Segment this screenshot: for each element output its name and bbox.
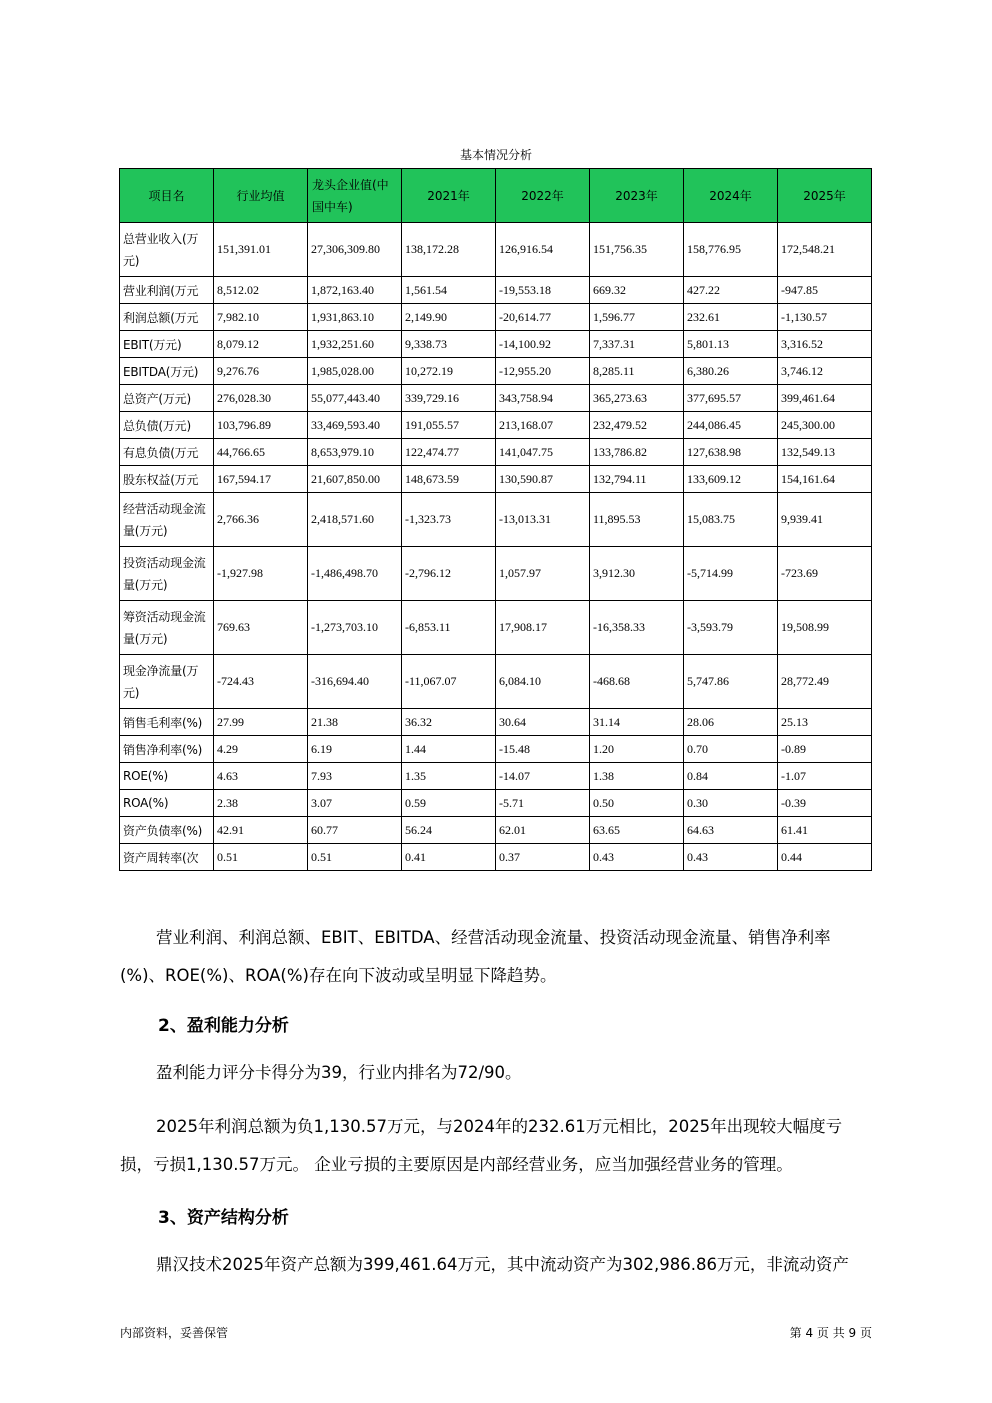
value-cell: 28,772.49 [778,655,872,709]
value-cell: 44,766.65 [214,439,308,466]
row-label-cell: ROA(%) [120,790,214,817]
value-cell: 427.22 [684,277,778,304]
value-cell: 0.43 [684,844,778,871]
table-row [120,439,872,466]
value-cell: -3,593.79 [684,601,778,655]
value-cell: -15.48 [496,736,590,763]
value-cell: -723.69 [778,547,872,601]
value-cell: 5,801.13 [684,331,778,358]
value-cell: 33,469,593.40 [308,412,402,439]
row-label-cell: 销售毛利率(%) [120,709,214,736]
value-cell: -0.39 [778,790,872,817]
value-cell: -1.07 [778,763,872,790]
value-cell: 56.24 [402,817,496,844]
value-cell: 3,746.12 [778,358,872,385]
value-cell: 8,653,979.10 [308,439,402,466]
value-cell: 132,794.11 [590,466,684,493]
value-cell: -947.85 [778,277,872,304]
section-2-score-paragraph: 盈利能力评分卡得分为39，行业内排名为72/90。 [156,1063,522,1082]
financial-summary-table [119,168,872,871]
row-label-cell: 营业利润(万元 [120,277,214,304]
table-row [120,844,872,871]
section-3-assets-paragraph: 鼎汉技术2025年资产总额为399,461.64万元，其中流动资产为302,986.86万元，非流动资产 [156,1255,849,1274]
value-cell: 141,047.75 [496,439,590,466]
value-cell: 3.07 [308,790,402,817]
value-cell: 130,590.87 [496,466,590,493]
value-cell: 6,084.10 [496,655,590,709]
value-cell: 28.06 [684,709,778,736]
value-cell: -6,853.11 [402,601,496,655]
value-cell: 61.41 [778,817,872,844]
value-cell: 1.20 [590,736,684,763]
header-cell: 2021年 [402,169,496,223]
value-cell: -724.43 [214,655,308,709]
value-cell: 0.43 [590,844,684,871]
value-cell: -5.71 [496,790,590,817]
value-cell: 167,594.17 [214,466,308,493]
header-cell: 2023年 [590,169,684,223]
value-cell: 1,931,863.10 [308,304,402,331]
value-cell: 17,908.17 [496,601,590,655]
value-cell: 276,028.30 [214,385,308,412]
header-cell: 2025年 [778,169,872,223]
table-header-row [120,169,872,223]
value-cell: 343,758.94 [496,385,590,412]
value-cell: 2.38 [214,790,308,817]
value-cell: -14.07 [496,763,590,790]
row-label-cell: 总负债(万元) [120,412,214,439]
value-cell: 127,638.98 [684,439,778,466]
row-label-cell: 资产周转率(次 [120,844,214,871]
value-cell: -20,614.77 [496,304,590,331]
table-row [120,358,872,385]
row-label-cell: 筹资活动现金流量(万元) [120,601,214,655]
table-row [120,412,872,439]
value-cell: -16,358.33 [590,601,684,655]
value-cell: 10,272.19 [402,358,496,385]
table-row [120,223,872,277]
value-cell: 213,168.07 [496,412,590,439]
value-cell: 31.14 [590,709,684,736]
row-label-cell: 利润总额(万元 [120,304,214,331]
value-cell: 30.64 [496,709,590,736]
value-cell: 0.50 [590,790,684,817]
value-cell: 9,276.76 [214,358,308,385]
value-cell: 172,548.21 [778,223,872,277]
value-cell: 7,337.31 [590,331,684,358]
value-cell: 2,766.36 [214,493,308,547]
value-cell: 0.59 [402,790,496,817]
value-cell: 769.63 [214,601,308,655]
value-cell: 103,796.89 [214,412,308,439]
value-cell: 232.61 [684,304,778,331]
header-cell: 龙头企业值(中国中车) [308,169,402,223]
value-cell: 0.41 [402,844,496,871]
value-cell: 365,273.63 [590,385,684,412]
row-label-cell: 股东权益(万元 [120,466,214,493]
value-cell: -1,273,703.10 [308,601,402,655]
value-cell: 339,729.16 [402,385,496,412]
value-cell: 138,172.28 [402,223,496,277]
value-cell: 11,895.53 [590,493,684,547]
value-cell: 8,079.12 [214,331,308,358]
value-cell: 21.38 [308,709,402,736]
value-cell: 2,149.90 [402,304,496,331]
value-cell: -1,486,498.70 [308,547,402,601]
value-cell: 7.93 [308,763,402,790]
value-cell: 8,512.02 [214,277,308,304]
value-cell: 0.30 [684,790,778,817]
table-caption: 基本情况分析 [459,148,532,162]
value-cell: 1.38 [590,763,684,790]
row-label-cell: ROE(%) [120,763,214,790]
value-cell: -1,927.98 [214,547,308,601]
value-cell: 2,418,571.60 [308,493,402,547]
value-cell: -2,796.12 [402,547,496,601]
value-cell: 669.32 [590,277,684,304]
value-cell: 244,086.45 [684,412,778,439]
value-cell: 151,391.01 [214,223,308,277]
table-row [120,277,872,304]
section-2-heading: 2、盈利能力分析 [158,1016,289,1036]
section-3-heading: 3、资产结构分析 [158,1208,289,1228]
value-cell: 148,673.59 [402,466,496,493]
header-cell: 2024年 [684,169,778,223]
value-cell: 154,161.64 [778,466,872,493]
value-cell: 0.37 [496,844,590,871]
header-cell: 2022年 [496,169,590,223]
table-row [120,655,872,709]
value-cell: 60.77 [308,817,402,844]
row-label-cell: 有息负债(万元 [120,439,214,466]
value-cell: 0.51 [308,844,402,871]
value-cell: -1,130.57 [778,304,872,331]
row-label-cell: EBIT(万元) [120,331,214,358]
value-cell: -468.68 [590,655,684,709]
value-cell: -316,694.40 [308,655,402,709]
value-cell: 62.01 [496,817,590,844]
value-cell: 0.44 [778,844,872,871]
row-label-cell: 总资产(万元) [120,385,214,412]
value-cell: -5,714.99 [684,547,778,601]
row-label-cell: 资产负债率(%) [120,817,214,844]
value-cell: 377,695.57 [684,385,778,412]
row-label-cell: 现金净流量(万元) [120,655,214,709]
value-cell: 4.29 [214,736,308,763]
table-row [120,817,872,844]
table-row [120,547,872,601]
value-cell: 132,549.13 [778,439,872,466]
value-cell: 8,285.11 [590,358,684,385]
value-cell: 399,461.64 [778,385,872,412]
value-cell: 1.35 [402,763,496,790]
value-cell: 1,596.77 [590,304,684,331]
table-row [120,790,872,817]
header-cell: 行业均值 [214,169,308,223]
value-cell: 232,479.52 [590,412,684,439]
value-cell: 42.91 [214,817,308,844]
value-cell: 3,316.52 [778,331,872,358]
value-cell: 133,609.12 [684,466,778,493]
value-cell: 245,300.00 [778,412,872,439]
table-row [120,385,872,412]
table-row [120,493,872,547]
value-cell: 191,055.57 [402,412,496,439]
value-cell: 9,338.73 [402,331,496,358]
value-cell: -11,067.07 [402,655,496,709]
table-row [120,709,872,736]
summary-paragraph: 营业利润、利润总额、EBIT、EBITDA、经营活动现金流量、投资活动现金流量、销售净利率(%)、ROE(%)、ROA(%)存在向下波动或呈明显下降趋势。 [120,928,831,985]
section-2-loss-paragraph: 2025年利润总额为负1,130.57万元，与2024年的232.61万元相比，2025年出现较大幅度亏损，亏损1,130.57万元。 企业亏损的主要原因是内部经营业务，应当加强经营业务的管理。 [120,1117,843,1174]
value-cell: 63.65 [590,817,684,844]
value-cell: 15,083.75 [684,493,778,547]
table-row [120,763,872,790]
row-label-cell: EBITDA(万元) [120,358,214,385]
value-cell: 27.99 [214,709,308,736]
row-label-cell: 经营活动现金流量(万元) [120,493,214,547]
value-cell: 36.32 [402,709,496,736]
footer-page-number: 第 4 页 共 9 页 [789,1326,872,1340]
value-cell: -1,323.73 [402,493,496,547]
table-row [120,736,872,763]
value-cell: -0.89 [778,736,872,763]
value-cell: 158,776.95 [684,223,778,277]
value-cell: 0.70 [684,736,778,763]
table-row [120,331,872,358]
value-cell: 1,561.54 [402,277,496,304]
value-cell: 25.13 [778,709,872,736]
value-cell: 6,380.26 [684,358,778,385]
value-cell: 151,756.35 [590,223,684,277]
value-cell: 126,916.54 [496,223,590,277]
value-cell: 9,939.41 [778,493,872,547]
value-cell: 27,306,309.80 [308,223,402,277]
table-row [120,466,872,493]
value-cell: 1,872,163.40 [308,277,402,304]
value-cell: 1,985,028.00 [308,358,402,385]
value-cell: 3,912.30 [590,547,684,601]
value-cell: -13,013.31 [496,493,590,547]
value-cell: 19,508.99 [778,601,872,655]
value-cell: 122,474.77 [402,439,496,466]
value-cell: 1,057.97 [496,547,590,601]
value-cell: -14,100.92 [496,331,590,358]
row-label-cell: 销售净利率(%) [120,736,214,763]
value-cell: -19,553.18 [496,277,590,304]
value-cell: 5,747.86 [684,655,778,709]
footer-confidential-note: 内部资料，妥善保管 [120,1326,229,1340]
row-label-cell: 投资活动现金流量(万元) [120,547,214,601]
value-cell: 1.44 [402,736,496,763]
table-row [120,601,872,655]
value-cell: 0.84 [684,763,778,790]
value-cell: 64.63 [684,817,778,844]
value-cell: 0.51 [214,844,308,871]
header-cell: 项目名 [120,169,214,223]
value-cell: 4.63 [214,763,308,790]
value-cell: 21,607,850.00 [308,466,402,493]
value-cell: -12,955.20 [496,358,590,385]
table-body [120,223,872,871]
table-row [120,304,872,331]
value-cell: 55,077,443.40 [308,385,402,412]
value-cell: 133,786.82 [590,439,684,466]
row-label-cell: 总营业收入(万元) [120,223,214,277]
value-cell: 1,932,251.60 [308,331,402,358]
value-cell: 6.19 [308,736,402,763]
value-cell: 7,982.10 [214,304,308,331]
